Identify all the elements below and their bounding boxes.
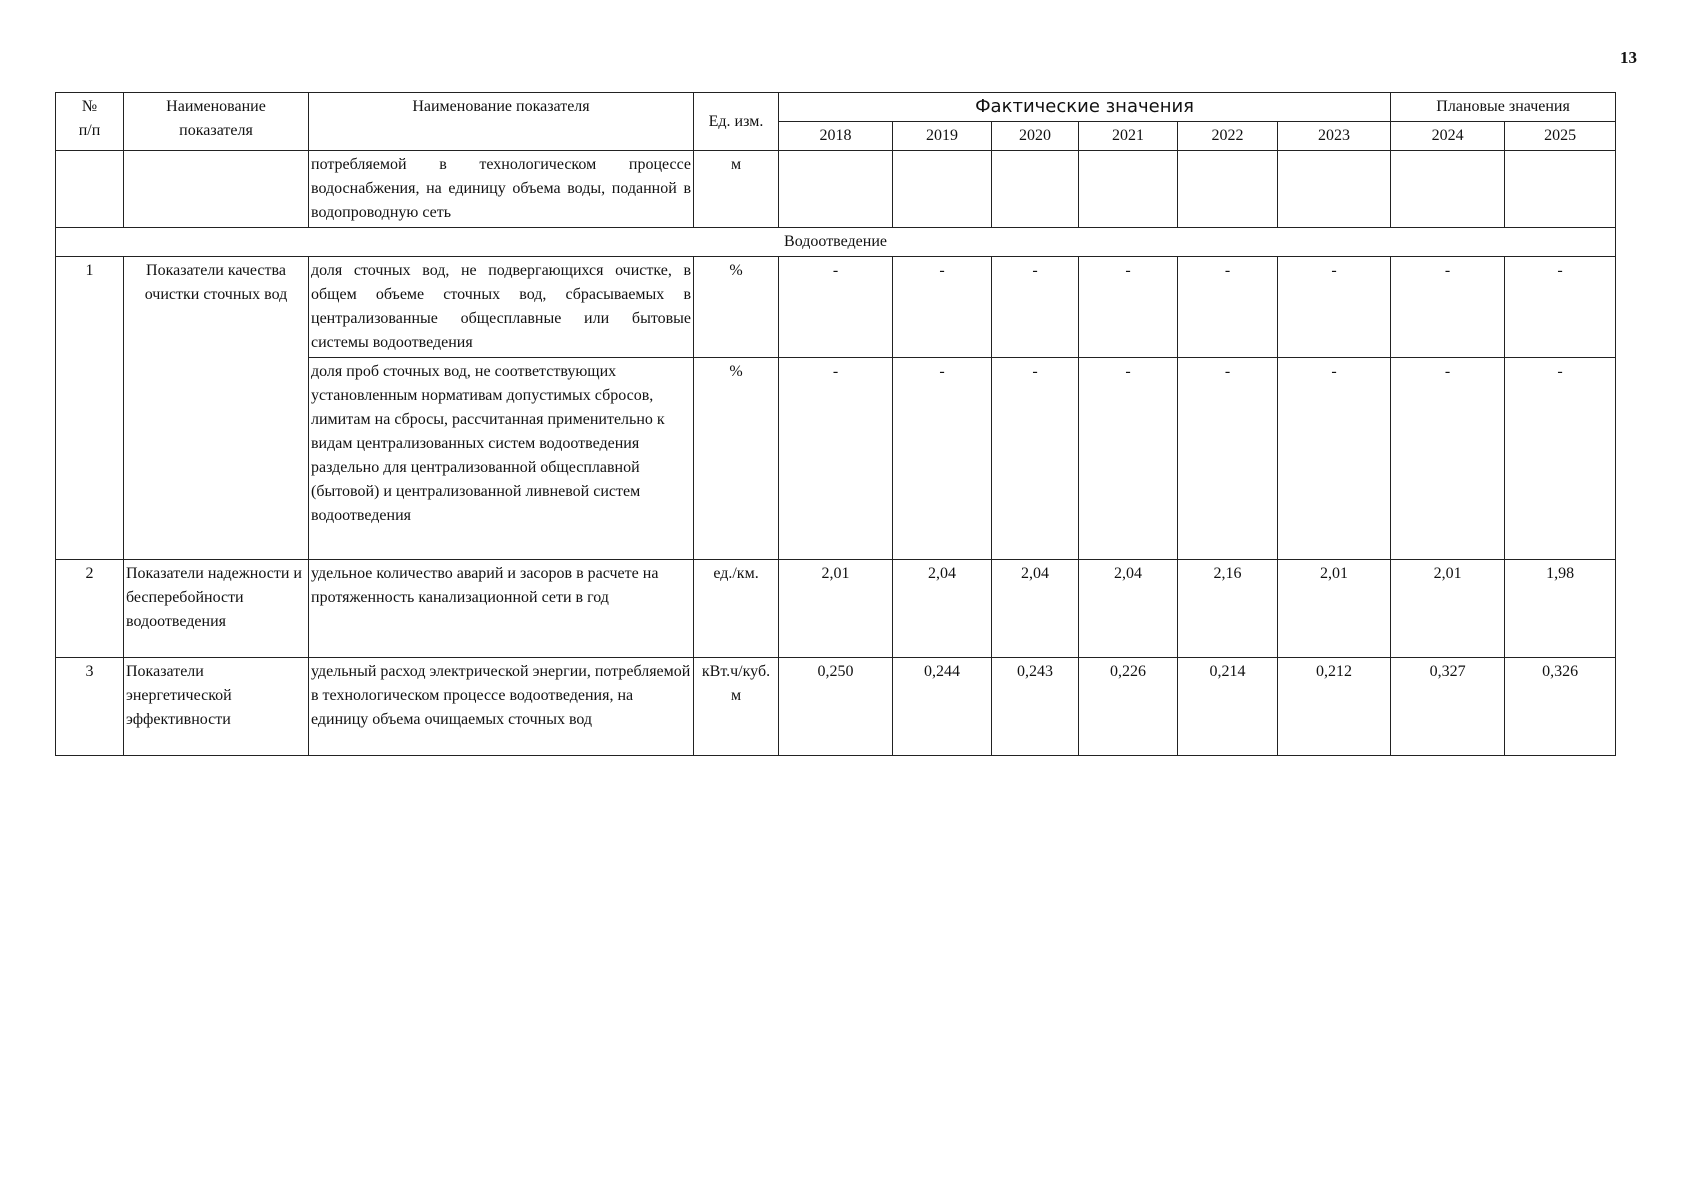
header-indicator: Наименование показателя	[309, 93, 694, 151]
row-value	[1178, 151, 1278, 228]
row-group: Показатели надежности и бесперебойности водоотведения	[124, 560, 309, 658]
row-value: -	[1178, 257, 1278, 358]
row-value: -	[1278, 257, 1391, 358]
row-indicator: удельное количество аварий и засоров в расчете на протяженность канализационной сети в год	[309, 560, 694, 658]
header-year: 2021	[1079, 122, 1178, 151]
header-num-line2: п/п	[78, 122, 101, 139]
row-value	[1278, 151, 1391, 228]
header-year: 2019	[893, 122, 992, 151]
row-value: -	[1391, 358, 1505, 560]
header-year: 2024	[1391, 122, 1505, 151]
indicators-table	[55, 92, 1616, 756]
row-value: 2,16	[1178, 560, 1278, 658]
row-value	[992, 151, 1079, 228]
table-row	[56, 257, 1616, 358]
row-indicator: удельный расход электрической энергии, потребляемой в технологическом процессе водоотведения, на единицу объема очищаемых сточных вод	[309, 658, 694, 756]
row-unit: кВт.ч/куб. м	[694, 658, 779, 756]
row-value: -	[992, 358, 1079, 560]
row-value: 0,250	[779, 658, 893, 756]
row-indicator: доля проб сточных вод, не соответствующих установленным нормативам допустимых сбросов, лимитам на сбросы, рассчитанная применительно к видам централизованных систем водоотведения раздельно для централизованной общесплавной (бытовой) и централизованной ливневой систем водоотведения	[309, 358, 694, 560]
row-num: 2	[56, 560, 124, 658]
row-unit: м	[694, 151, 779, 228]
row-value: 1,98	[1505, 560, 1616, 658]
header-group-line2: показателя	[179, 122, 253, 139]
row-value: -	[992, 257, 1079, 358]
row-group: Показатели качества очистки сточных вод	[124, 257, 309, 560]
row-unit: %	[694, 358, 779, 560]
row-value: 2,04	[893, 560, 992, 658]
row-unit: ед./км.	[694, 560, 779, 658]
row-value: 0,244	[893, 658, 992, 756]
page-number: 13	[1620, 48, 1637, 67]
row-indicator: потребляемой в технологическом процессе водоснабжения, на единицу объема воды, поданной в водопроводную сеть	[309, 151, 694, 228]
row-value	[1505, 151, 1616, 228]
row-num: 3	[56, 658, 124, 756]
header-year: 2025	[1505, 122, 1616, 151]
row-group: Показатели энергетической эффективности	[124, 658, 309, 756]
header-num-line1: №	[81, 98, 98, 115]
row-value: 2,01	[1391, 560, 1505, 658]
row-value: 0,214	[1178, 658, 1278, 756]
row-indicator: доля сточных вод, не подвергающихся очистке, в общем объеме сточных вод, сбрасываемых в централизованные общесплавные или бытовые системы водоотведения	[309, 257, 694, 358]
row-value: -	[779, 358, 893, 560]
row-value	[779, 151, 893, 228]
header-year: 2023	[1278, 122, 1391, 151]
row-value: -	[1178, 358, 1278, 560]
header-fact-values: Фактические значения	[779, 93, 1391, 122]
row-value: -	[1278, 358, 1391, 560]
row-group	[124, 151, 309, 228]
row-value	[1079, 151, 1178, 228]
row-unit: %	[694, 257, 779, 358]
header-num	[56, 93, 124, 151]
table-row	[56, 658, 1616, 756]
header-group	[124, 93, 309, 151]
row-value: 0,226	[1079, 658, 1178, 756]
row-value: -	[1391, 257, 1505, 358]
row-num	[56, 151, 124, 228]
header-unit: Ед. изм.	[694, 93, 779, 151]
section-row	[56, 228, 1616, 257]
row-value: -	[893, 257, 992, 358]
section-title: Водоотведение	[56, 228, 1616, 257]
row-value: 2,01	[1278, 560, 1391, 658]
row-value: 2,04	[992, 560, 1079, 658]
header-group-line1: Наименование	[166, 98, 266, 115]
row-value: 0,212	[1278, 658, 1391, 756]
header-year: 2018	[779, 122, 893, 151]
row-num: 1	[56, 257, 124, 560]
header-plan-values: Плановые значения	[1391, 93, 1616, 122]
row-value: 0,326	[1505, 658, 1616, 756]
row-value	[1391, 151, 1505, 228]
row-value: -	[1505, 257, 1616, 358]
row-value: -	[1505, 358, 1616, 560]
row-value: -	[779, 257, 893, 358]
table-row	[56, 560, 1616, 658]
header-year: 2022	[1178, 122, 1278, 151]
row-value	[893, 151, 992, 228]
row-value: 2,04	[1079, 560, 1178, 658]
row-value: -	[1079, 257, 1178, 358]
row-value: 0,327	[1391, 658, 1505, 756]
row-value: 0,243	[992, 658, 1079, 756]
row-value: -	[893, 358, 992, 560]
header-year: 2020	[992, 122, 1079, 151]
table-row	[56, 151, 1616, 228]
row-value: 2,01	[779, 560, 893, 658]
row-value: -	[1079, 358, 1178, 560]
